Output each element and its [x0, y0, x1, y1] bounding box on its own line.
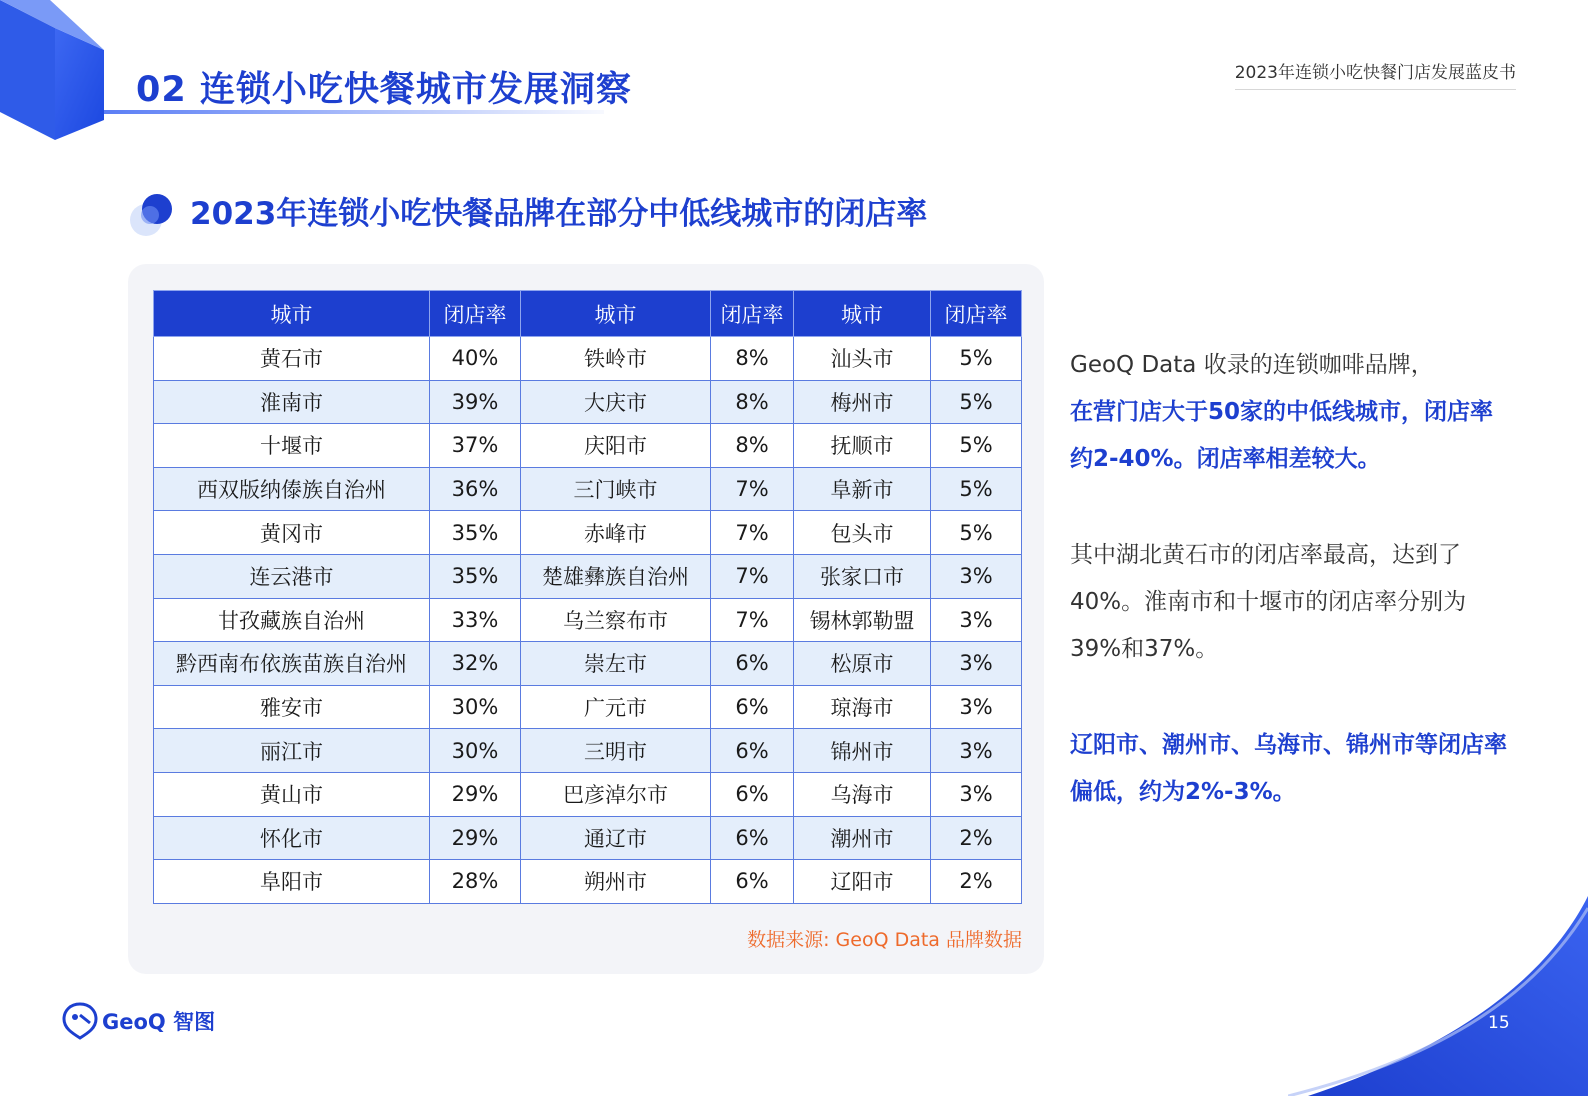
closure-rate-cell: 5% [931, 467, 1022, 511]
city-cell: 乌海市 [794, 772, 931, 816]
closure-rate-cell: 30% [430, 685, 521, 729]
city-cell: 三明市 [521, 729, 711, 773]
city-cell: 梅州市 [794, 380, 931, 424]
closure-rate-cell: 28% [430, 860, 521, 904]
closure-rate-cell: 8% [711, 424, 794, 468]
decorative-corner-wave [1288, 896, 1588, 1096]
report-name: 2023年连锁小吃快餐门店发展蓝皮书 [1235, 58, 1516, 90]
table-row [154, 337, 1022, 381]
table-row [154, 729, 1022, 773]
closure-rate-cell: 6% [711, 685, 794, 729]
city-cell: 张家口市 [794, 554, 931, 598]
closure-rate-cell: 30% [430, 729, 521, 773]
closure-rate-cell: 35% [430, 511, 521, 555]
closure-rate-cell: 40% [430, 337, 521, 381]
city-cell: 黔西南布依族苗族自治州 [154, 642, 430, 686]
city-cell: 西双版纳傣族自治州 [154, 467, 430, 511]
city-cell: 通辽市 [521, 816, 711, 860]
closure-rate-cell: 7% [711, 598, 794, 642]
table-row [154, 554, 1022, 598]
closure-rate-cell: 3% [931, 729, 1022, 773]
table-row [154, 685, 1022, 729]
closure-rate-cell: 29% [430, 816, 521, 860]
city-cell: 怀化市 [154, 816, 430, 860]
city-cell: 松原市 [794, 642, 931, 686]
city-cell: 包头市 [794, 511, 931, 555]
closure-rate-cell: 2% [931, 816, 1022, 860]
description-paragraph-2: 其中湖北黄石市的闭店率最高，达到了40%。淮南市和十堰市的闭店率分别为39%和37%。 [1070, 542, 1467, 662]
city-cell: 黄冈市 [154, 511, 430, 555]
city-cell: 连云港市 [154, 554, 430, 598]
closure-rate-cell: 2% [931, 860, 1022, 904]
city-cell: 阜阳市 [154, 860, 430, 904]
city-cell: 十堰市 [154, 424, 430, 468]
closure-rate-cell: 8% [711, 380, 794, 424]
closure-rate-cell: 37% [430, 424, 521, 468]
closure-rate-cell: 3% [931, 554, 1022, 598]
closure-rate-cell: 6% [711, 729, 794, 773]
table-row [154, 424, 1022, 468]
closure-rate-cell: 5% [931, 424, 1022, 468]
city-cell: 黄石市 [154, 337, 430, 381]
page-number: 15 [1488, 1013, 1510, 1033]
closure-rate-cell: 3% [931, 685, 1022, 729]
data-source: 数据来源: GeoQ Data 品牌数据 [747, 929, 1022, 951]
city-cell: 赤峰市 [521, 511, 711, 555]
logo-text: GeoQ 智图 [102, 1010, 216, 1034]
city-cell: 大庆市 [521, 380, 711, 424]
subtitle-bullet-icon [128, 188, 180, 240]
city-cell: 潮州市 [794, 816, 931, 860]
description-p1-highlight: 在营门店大于50家的中低线城市，闭店率约2-40%。闭店率相差较大。 [1070, 399, 1494, 472]
closure-rate-cell: 7% [711, 511, 794, 555]
city-cell: 辽阳市 [794, 860, 931, 904]
city-cell: 广元市 [521, 685, 711, 729]
closure-rate-cell: 5% [931, 511, 1022, 555]
city-cell: 汕头市 [794, 337, 931, 381]
table-header-cell: 城市 [154, 291, 430, 337]
city-cell: 锦州市 [794, 729, 931, 773]
city-cell: 三门峡市 [521, 467, 711, 511]
geoq-logo [62, 1002, 215, 1040]
closure-rate-cell: 3% [931, 642, 1022, 686]
table-header-cell: 闭店率 [711, 291, 794, 337]
city-cell: 巴彦淖尔市 [521, 772, 711, 816]
city-cell: 崇左市 [521, 642, 711, 686]
closure-rate-cell: 5% [931, 380, 1022, 424]
closure-rate-cell: 33% [430, 598, 521, 642]
closure-rate-cell: 6% [711, 642, 794, 686]
closure-rate-cell: 7% [711, 554, 794, 598]
table-row [154, 816, 1022, 860]
city-cell: 黄山市 [154, 772, 430, 816]
table-header-cell: 闭店率 [430, 291, 521, 337]
closure-rate-cell: 6% [711, 816, 794, 860]
city-cell: 甘孜藏族自治州 [154, 598, 430, 642]
closure-rate-cell: 29% [430, 772, 521, 816]
table-row [154, 511, 1022, 555]
description-paragraph-1 [1070, 342, 1510, 483]
decorative-cube [0, 0, 110, 140]
closure-rate-cell: 6% [711, 860, 794, 904]
closure-rate-cell: 39% [430, 380, 521, 424]
city-cell: 锡林郭勒盟 [794, 598, 931, 642]
title-underline [104, 110, 604, 114]
city-cell: 雅安市 [154, 685, 430, 729]
closure-rate-cell: 32% [430, 642, 521, 686]
closure-rate-cell: 8% [711, 337, 794, 381]
city-cell: 抚顺市 [794, 424, 931, 468]
closure-rate-cell: 7% [711, 467, 794, 511]
city-cell: 丽江市 [154, 729, 430, 773]
city-cell: 铁岭市 [521, 337, 711, 381]
city-cell: 乌兰察布市 [521, 598, 711, 642]
table-header-row [154, 291, 1022, 337]
table-row [154, 467, 1022, 511]
closure-rate-cell: 6% [711, 772, 794, 816]
section-title: 02 连锁小吃快餐城市发展洞察 [136, 70, 632, 110]
table-row [154, 642, 1022, 686]
closure-rate-cell: 36% [430, 467, 521, 511]
closure-rate-table [153, 290, 1022, 904]
city-cell: 朔州市 [521, 860, 711, 904]
table-row [154, 380, 1022, 424]
city-cell: 淮南市 [154, 380, 430, 424]
geoq-logo-icon [62, 1002, 98, 1040]
description-p1-plain: GeoQ Data 收录的连锁咖啡品牌， [1070, 352, 1434, 378]
table-header-cell: 城市 [794, 291, 931, 337]
closure-rate-cell: 3% [931, 598, 1022, 642]
city-cell: 庆阳市 [521, 424, 711, 468]
table-row [154, 860, 1022, 904]
description-paragraph-3: 辽阳市、潮州市、乌海市、锦州市等闭店率偏低，约为2%-3%。 [1070, 732, 1507, 805]
closure-rate-cell: 35% [430, 554, 521, 598]
table-header-cell: 闭店率 [931, 291, 1022, 337]
city-cell: 楚雄彝族自治州 [521, 554, 711, 598]
table-row [154, 598, 1022, 642]
table-header-cell: 城市 [521, 291, 711, 337]
table-subtitle: 2023年连锁小吃快餐品牌在部分中低线城市的闭店率 [190, 196, 928, 232]
closure-rate-cell: 5% [931, 337, 1022, 381]
table-row [154, 772, 1022, 816]
closure-rate-cell: 3% [931, 772, 1022, 816]
city-cell: 琼海市 [794, 685, 931, 729]
city-cell: 阜新市 [794, 467, 931, 511]
